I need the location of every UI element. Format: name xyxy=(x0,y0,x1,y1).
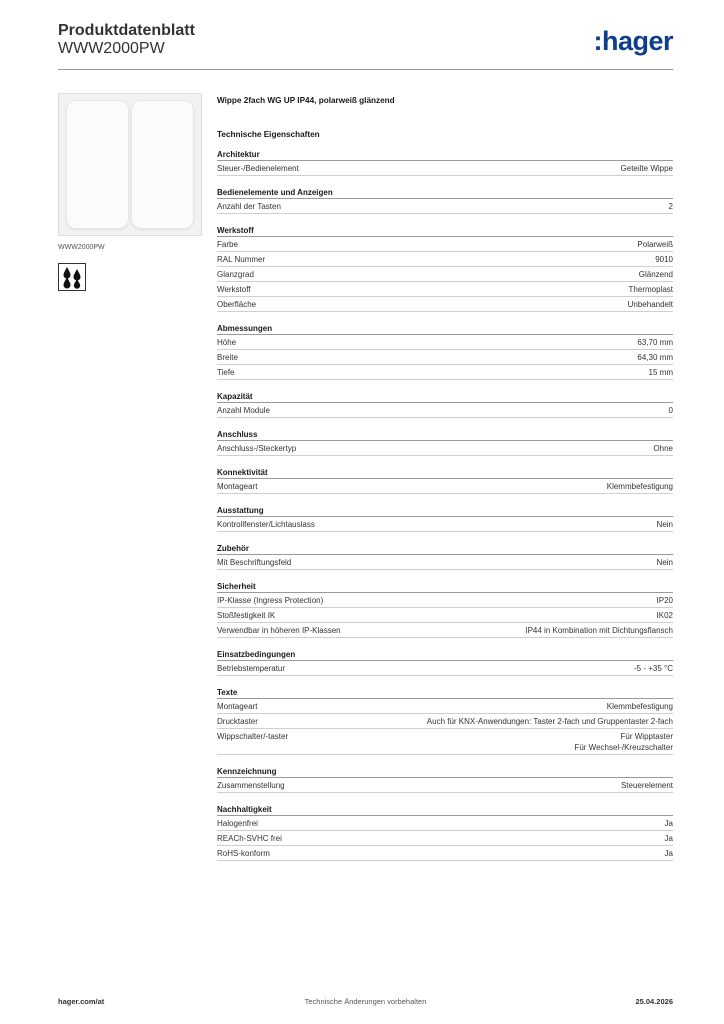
main-content xyxy=(217,95,673,872)
spec-value: Für Wipptaster Für Wechsel-/Kreuzschalter xyxy=(574,732,673,752)
section-title: Texte xyxy=(217,687,673,699)
product-image xyxy=(58,93,202,236)
spec-label: Kontrollfenster/Lichtauslass xyxy=(217,520,315,529)
spec-value: 9010 xyxy=(655,255,673,264)
header-divider xyxy=(58,69,673,70)
spec-row xyxy=(217,282,673,297)
spec-row xyxy=(217,267,673,282)
spec-value: Auch für KNX-Anwendungen: Taster 2-fach und Gruppentaster 2-fach xyxy=(426,717,673,726)
spec-row xyxy=(217,846,673,861)
spec-value: Ja xyxy=(664,849,673,858)
spec-row xyxy=(217,350,673,365)
spec-label: Montageart xyxy=(217,702,258,711)
spec-value: Polarweiß xyxy=(637,240,673,249)
spec-label: Werkstoff xyxy=(217,285,251,294)
spec-value: 15 mm xyxy=(648,368,673,377)
spec-row xyxy=(217,816,673,831)
section-title: Anschluss xyxy=(217,429,673,441)
spec-section xyxy=(217,225,673,312)
section-title: Werkstoff xyxy=(217,225,673,237)
spec-label: Stoßfestigkeit IK xyxy=(217,611,276,620)
spec-label: Wippschalter/-taster xyxy=(217,732,289,741)
spec-section xyxy=(217,149,673,176)
spec-row xyxy=(217,778,673,793)
image-caption: WWW2000PW xyxy=(58,244,105,251)
spec-value: 0 xyxy=(668,406,673,415)
spec-row xyxy=(217,365,673,380)
spec-label: Anschluss-/Steckertyp xyxy=(217,444,297,453)
footer-date: 25.04.2026 xyxy=(635,997,673,1006)
spec-value: Nein xyxy=(656,520,673,529)
spec-label: Farbe xyxy=(217,240,238,249)
page-header xyxy=(58,22,673,70)
spec-value: Geteilte Wippe xyxy=(620,164,673,173)
spec-label: RoHS-konform xyxy=(217,849,270,858)
spec-row xyxy=(217,517,673,532)
spec-value: Ohne xyxy=(653,444,673,453)
spec-row xyxy=(217,714,673,729)
section-title: Einsatzbedingungen xyxy=(217,649,673,661)
spec-value: Ja xyxy=(664,834,673,843)
water-drops-icon xyxy=(58,263,86,291)
spec-label: Steuer-/Bedienelement xyxy=(217,164,299,173)
spec-section xyxy=(217,391,673,418)
section-title: Kapazität xyxy=(217,391,673,403)
section-title: Sicherheit xyxy=(217,581,673,593)
section-title: Architektur xyxy=(217,149,673,161)
rocker-left xyxy=(66,100,129,229)
section-title: Abmessungen xyxy=(217,323,673,335)
spec-label: Glanzgrad xyxy=(217,270,254,279)
spec-value: Klemmbefestigung xyxy=(606,482,673,491)
spec-label: Zusammenstellung xyxy=(217,781,285,790)
spec-label: Breite xyxy=(217,353,238,362)
spec-row xyxy=(217,297,673,312)
spec-row xyxy=(217,729,673,755)
spec-label: Montageart xyxy=(217,482,258,491)
spec-row xyxy=(217,699,673,714)
spec-value: -5 - +35 °C xyxy=(634,664,673,673)
spec-label: Betriebstemperatur xyxy=(217,664,286,673)
spec-row xyxy=(217,161,673,176)
spec-label: Verwendbar in höheren IP-Klassen xyxy=(217,626,341,635)
product-description: Wippe 2fach WG UP IP44, polarweiß glänzend xyxy=(217,96,395,105)
spec-value: Thermoplast xyxy=(628,285,673,294)
section-title: Bedienelemente und Anzeigen xyxy=(217,187,673,199)
product-code: WWW2000PW xyxy=(58,40,165,57)
spec-sections xyxy=(217,149,673,861)
spec-label: Höhe xyxy=(217,338,237,347)
technical-properties-title: Technische Eigenschaften xyxy=(217,130,320,139)
spec-row xyxy=(217,608,673,623)
spec-section xyxy=(217,467,673,494)
section-title: Zubehör xyxy=(217,543,673,555)
spec-value: Steuerelement xyxy=(620,781,673,790)
spec-label: Oberfläche xyxy=(217,300,257,309)
spec-row xyxy=(217,555,673,570)
page-footer xyxy=(58,997,673,1009)
spec-label: Halogenfrei xyxy=(217,819,258,828)
spec-label: REACh-SVHC frei xyxy=(217,834,282,843)
spec-value: IK02 xyxy=(656,611,673,620)
spec-row xyxy=(217,199,673,214)
spec-value: 64,30 mm xyxy=(637,353,673,362)
spec-row xyxy=(217,441,673,456)
spec-section xyxy=(217,429,673,456)
spec-label: Drucktaster xyxy=(217,717,258,726)
spec-value: Unbehandelt xyxy=(627,300,673,309)
spec-value: 2 xyxy=(668,202,673,211)
spec-label: Mit Beschriftungsfeld xyxy=(217,558,292,567)
spec-section xyxy=(217,804,673,861)
spec-row xyxy=(217,623,673,638)
spec-label: RAL Nummer xyxy=(217,255,266,264)
section-title: Kennzeichnung xyxy=(217,766,673,778)
spec-section xyxy=(217,766,673,793)
hager-logo: :hager xyxy=(593,26,673,56)
spec-value: IP44 in Kombination mit Dichtungsflansch xyxy=(525,626,673,635)
spec-value: Nein xyxy=(656,558,673,567)
spec-section xyxy=(217,505,673,532)
spec-value: Klemmbefestigung xyxy=(606,702,673,711)
spec-value: IP20 xyxy=(656,596,673,605)
spec-row xyxy=(217,335,673,350)
spec-label: Tiefe xyxy=(217,368,235,377)
spec-section xyxy=(217,187,673,214)
spec-section xyxy=(217,649,673,676)
spec-value: Ja xyxy=(664,819,673,828)
section-title: Ausstattung xyxy=(217,505,673,517)
spec-section xyxy=(217,581,673,638)
spec-row xyxy=(217,831,673,846)
spec-row xyxy=(217,237,673,252)
section-title: Nachhaltigkeit xyxy=(217,804,673,816)
section-title: Konnektivität xyxy=(217,467,673,479)
spec-value: Glänzend xyxy=(638,270,673,279)
spec-section xyxy=(217,543,673,570)
spec-section xyxy=(217,323,673,380)
spec-label: Anzahl der Tasten xyxy=(217,202,281,211)
spec-row xyxy=(217,403,673,418)
spec-section xyxy=(217,687,673,755)
spec-row xyxy=(217,479,673,494)
spec-row xyxy=(217,661,673,676)
rocker-right xyxy=(131,100,194,229)
document-title: Produktdatenblatt xyxy=(58,22,195,39)
footer-website[interactable]: hager.com/at xyxy=(58,997,105,1006)
spec-row xyxy=(217,252,673,267)
spec-label: IP-Klasse (Ingress Protection) xyxy=(217,596,324,605)
spec-label: Anzahl Module xyxy=(217,406,270,415)
spec-value: 63,70 mm xyxy=(637,338,673,347)
spec-row xyxy=(217,593,673,608)
footer-notice: Technische Änderungen vorbehalten xyxy=(304,997,427,1006)
